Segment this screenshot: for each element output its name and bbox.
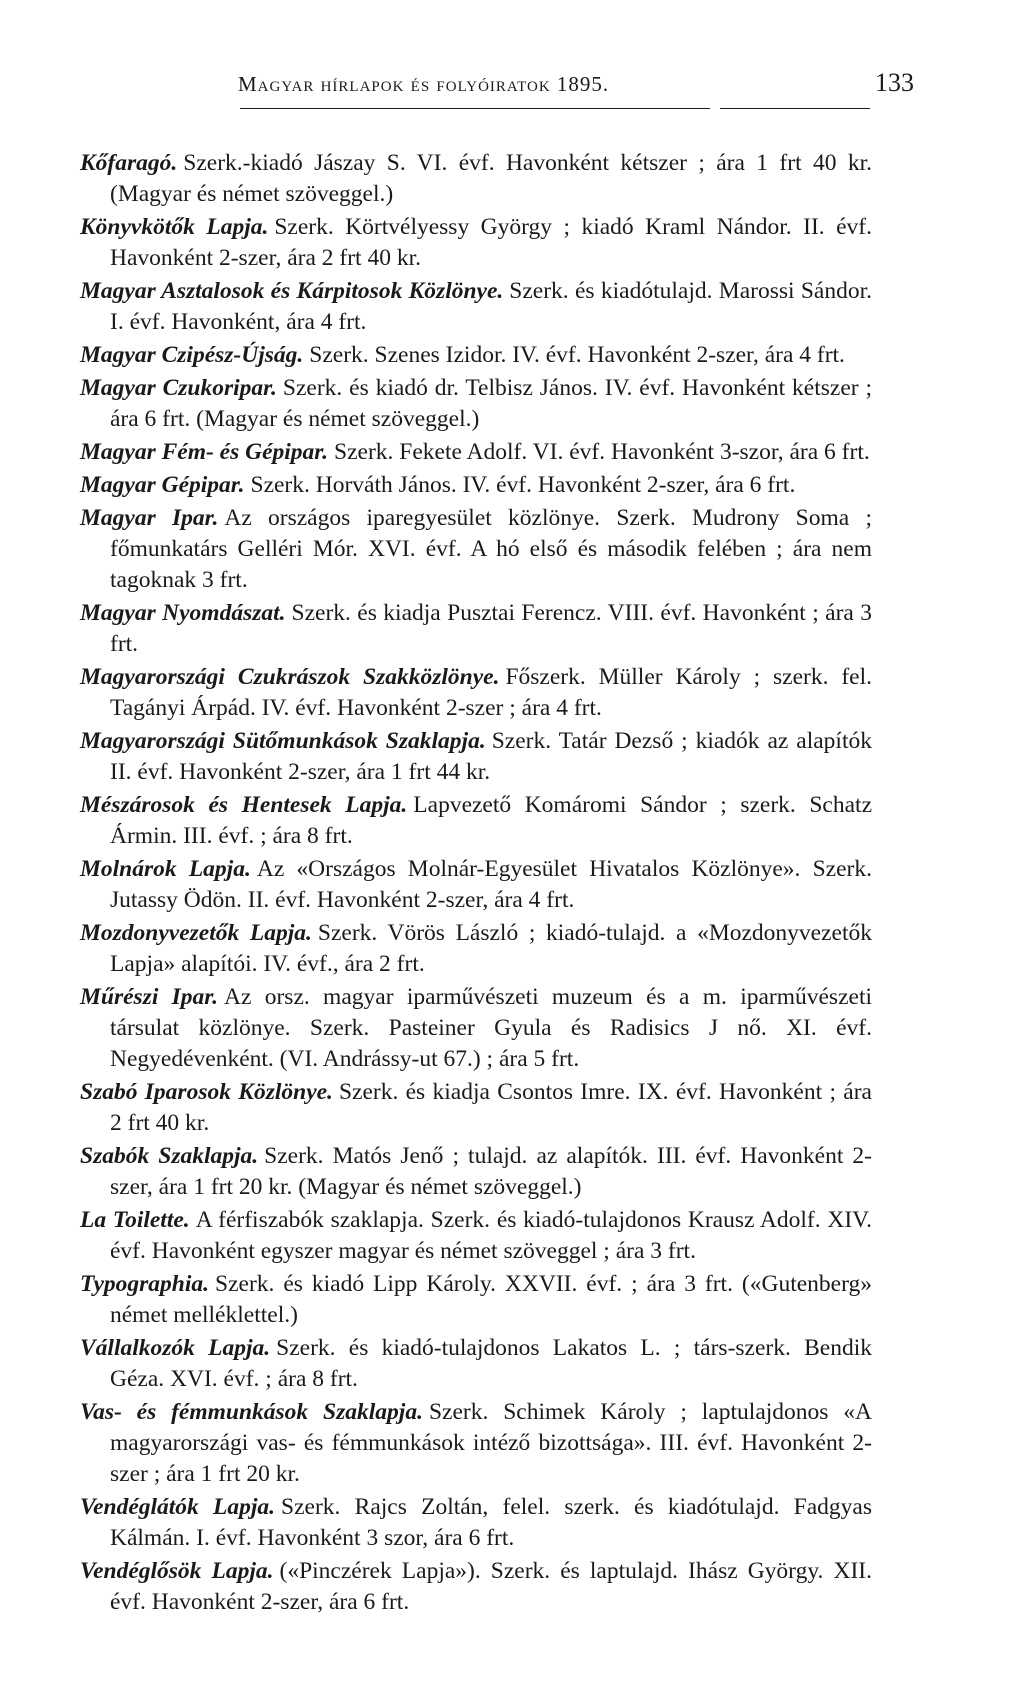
entry-text: Szerk.-kiadó Jászay S. VI. évf. Havonként kétszer ; ára 1 frt 40 kr. (Magyar és német szöveggel.) <box>110 150 872 207</box>
header-rule-right <box>720 108 870 109</box>
list-item <box>80 503 872 596</box>
entry-text: Szerk. Tatár Dezső ; kiadók az alapítók II. évf. Havonként 2-szer, ára 1 frt 44 kr. <box>110 728 872 785</box>
entry-title: Magyar Asztalosok és Kárpitosok Közlönye. <box>80 278 504 304</box>
entry-title: Magyarországi Sütőmunkások Szaklapja. <box>80 728 486 754</box>
entry-text: Szerk. és kiadótulajd. Marossi Sándor. I. évf. Havonként, ára 4 frt. <box>110 278 872 335</box>
entry-title: Mészárosok és Hentesek Lapja. <box>80 792 408 818</box>
entry-text: Szerk. és kiadja Csontos Imre. IX. évf. Havonként ; ára 2 frt 40 kr. <box>110 1079 872 1136</box>
entry-text: Szerk. Schimek Károly ; laptulajdonos «A magyarországi vas- és fémmunkások intéző bizottsága». III. évf. Havonként 2-szer ; ára 1 frt 20 kr. <box>110 1399 872 1487</box>
entry-title: Vendéglátók Lapja. <box>80 1494 276 1520</box>
list-item <box>80 437 872 468</box>
list-item <box>80 1492 872 1554</box>
entry-title: Könyvkötők Lapja. <box>80 214 269 240</box>
entry-title: Vállalkozók Lapja. <box>80 1335 271 1361</box>
header-rule-left <box>240 108 710 109</box>
entry-title: Mozdonyvezetők Lapja. <box>80 920 312 946</box>
entry-title: Műrészi Ipar. <box>80 984 219 1010</box>
list-item <box>80 1205 872 1267</box>
entry-text: Szerk. Fekete Adolf. VI. évf. Havonként 3-szor, ára 6 frt. <box>334 439 870 465</box>
list-item <box>80 726 872 788</box>
entry-text: Főszerk. Müller Károly ; szerk. fel. Tagányi Árpád. IV. évf. Havonként 2-szer ; ára 4 frt. <box>110 664 872 721</box>
entry-text: Szerk. és kiadó Lipp Károly. XXVII. évf. ; ára 3 frt. («Gutenberg» német melléklettel.) <box>110 1271 872 1328</box>
entry-text: Szerk. Horváth János. IV. évf. Havonként 2-szer, ára 6 frt. <box>250 472 796 498</box>
entry-text: Szerk. Matós Jenő ; tulajd. az alapítók. III. évf. Havonként 2-szer, ára 1 frt 20 kr. (Magyar és német szöveggel.) <box>110 1143 872 1200</box>
list-item <box>80 598 872 660</box>
list-item <box>80 854 872 916</box>
page-number: 133 <box>875 68 914 97</box>
entry-title: Vendéglősök Lapja. <box>80 1558 274 1584</box>
list-item <box>80 918 872 980</box>
list-item <box>80 982 872 1075</box>
entry-title: Magyar Gépipar. <box>80 472 245 498</box>
entry-title: Szabók Szaklapja. <box>80 1143 259 1169</box>
running-title: Magyar hírlapok és folyóiratok 1895. <box>238 72 610 96</box>
entry-text: Az országos iparegyesület közlönye. Szerk. Mudrony Soma ; főmunkatárs Gelléri Mór. XVI. évf. A hó első és második felében ; ára nem tagoknak 3 frt. <box>110 505 872 593</box>
entry-title: Typographia. <box>80 1271 210 1297</box>
entry-text: Szerk. Körtvélyessy György ; kiadó Kraml Nándor. II. évf. Havonként 2-szer, ára 2 frt 40 kr. <box>110 214 872 271</box>
list-item <box>80 1269 872 1331</box>
entry-text: A férfiszabók szaklapja. Szerk. és kiadó-tulajdonos Krausz Adolf. XIV. évf. Havonként egyszer magyar és német szöveggel ; ára 3 frt. <box>110 1207 872 1264</box>
list-item <box>80 1141 872 1203</box>
list-item <box>80 662 872 724</box>
list-item <box>80 212 872 274</box>
entry-title: Magyar Ipar. <box>80 505 219 531</box>
entry-title: Magyar Nyomdászat. <box>80 600 286 626</box>
entry-title: Szabó Iparosok Közlönye. <box>80 1079 333 1105</box>
entry-title: Magyarországi Czukrászok Szakközlönye. <box>80 664 500 690</box>
list-item <box>80 1397 872 1490</box>
running-header <box>238 64 914 104</box>
list-item <box>80 470 872 501</box>
list-item <box>80 373 872 435</box>
entry-text: Az orsz. magyar iparművészeti muzeum és a m. iparművészeti társulat közlönye. Szerk. Pasteiner Gyula és Radisics J nő. XI. évf. Negyedévenként. (VI. Andrássy-ut 67.) ; ára 5 frt. <box>110 984 872 1072</box>
entry-text: Szerk. Szenes Izidor. IV. évf. Havonként 2-szer, ára 4 frt. <box>309 342 845 368</box>
entry-list <box>80 148 872 1620</box>
entry-title: Magyar Fém- és Gépipar. <box>80 439 329 465</box>
entry-title: Kőfaragó. <box>80 150 178 176</box>
list-item <box>80 148 872 210</box>
entry-text: Szerk. Vörös László ; kiadó-tulajd. a «Mozdonyvezetők Lapja» alapítói. IV. évf., ára 2 frt. <box>110 920 873 977</box>
entry-title: La Toilette. <box>80 1207 190 1233</box>
list-item <box>80 1077 872 1139</box>
entry-text: Szerk. és kiadó dr. Telbisz János. IV. évf. Havonként kétszer ; ára 6 frt. (Magyar és német szöveggel.) <box>110 375 872 432</box>
entry-title: Magyar Czipész-Újság. <box>80 342 304 368</box>
entry-text: Lapvezető Komáromi Sándor ; szerk. Schatz Ármin. III. évf. ; ára 8 frt. <box>110 792 873 849</box>
list-item <box>80 1556 872 1618</box>
list-item <box>80 790 872 852</box>
entry-title: Magyar Czukoripar. <box>80 375 277 401</box>
entry-text: Szerk. és kiadja Pusztai Ferencz. VIII. évf. Havonként ; ára 3 frt. <box>110 600 872 657</box>
entry-title: Vas- és fémmunkások Szaklapja. <box>80 1399 423 1425</box>
list-item <box>80 340 872 371</box>
list-item <box>80 1333 872 1395</box>
entry-text: («Pinczérek Lapja»). Szerk. és laptulajd. Ihász György. XII. évf. Havonként 2-szer, ára 6 frt. <box>110 1558 872 1615</box>
entry-text: Szerk. és kiadó-tulajdonos Lakatos L. ; társ-szerk. Bendik Géza. XVI. évf. ; ára 8 frt. <box>110 1335 872 1392</box>
list-item <box>80 276 872 338</box>
entry-title: Molnárok Lapja. <box>80 856 251 882</box>
entry-text: Az «Országos Molnár-Egyesület Hivatalos Közlönye». Szerk. Jutassy Ödön. II. évf. Havonként 2-szer, ára 4 frt. <box>110 856 872 913</box>
entry-text: Szerk. Rajcs Zoltán, felel. szerk. és kiadótulajd. Fadgyas Kálmán. I. évf. Havonként 3 szor, ára 6 frt. <box>110 1494 872 1551</box>
